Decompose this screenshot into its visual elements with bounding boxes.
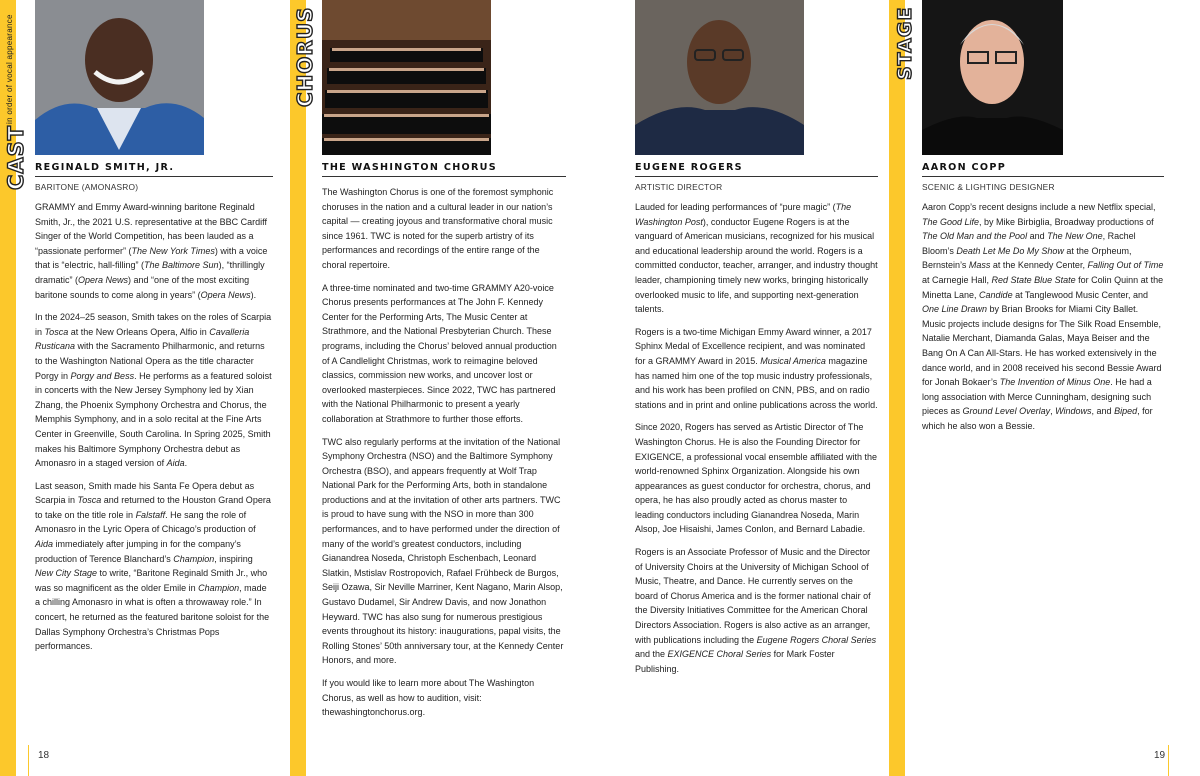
reginald-smith-bio	[35, 200, 273, 654]
eugene-rogers-bio	[635, 200, 878, 676]
bio-paragraph: If you would like to learn more about The Washington Chorus, as well as how to audition, visit: thewashingtonchorus.org.	[322, 678, 535, 718]
eugene-rogers-name: EUGENE ROGERS	[635, 162, 878, 177]
bio-paragraph: Rogers is a two-time Michigan Emmy Award winner, a 2017 Sphinx Medal of Excellence recipient, and was nominated for a GRAMMY Award in 2015. Musical America magazine has named him one of the top music industry professionals, and his work has been profiled on CNN, PBS, and on radio stations and in print and online publications across the world.	[635, 326, 878, 410]
bio-paragraph: GRAMMY and Emmy Award-winning baritone Reginald Smith, Jr., the 2021 U.S. representative at the BBC Cardiff Singer of the World Competition, has been lauded as a “passionate performer” (The New York Times) with a voice that is “electric, hall-filling” (The Baltimore Sun), “thrillingly dramatic” (Opera News) and “one of the most exciting baritone sounds to come along in years” (Opera News).	[35, 202, 268, 300]
chorus-column	[322, 0, 566, 720]
stage-section-title: STAGE	[894, 6, 916, 80]
cast-section-subtitle: in order of vocal appearance	[5, 14, 14, 124]
eugene-rogers-photo	[635, 0, 804, 155]
bio-paragraph: TWC also regularly performs at the invitation of the National Symphony Orchestra (NSO) and the Baltimore Symphony Orchestra (BSO), and appears frequently at Wolf Trap National Park for the Performing Arts, both in standalone productions and at the invitation of other arts partners. TWC is proud to have sung with the NSO in more than 300 performances, and to have performed under the direction of many of the world’s greatest conductors, including Gianandrea Noseda, Christoph Eschenbach, Leonard Slatkin, Mstislav Rostropovich, Rafael Frühbeck de Burgos, Seiji Ozawa, Sir Neville Marriner, Kent Nagano, Marin Alsop, Gustavo Dudamel, Sir Andrew Davis, and now Jonathon Heyward. TWC has also sung for numerous prestigious events throughout its history: inaugurations, papal visits, the Rolling Stones’ 50th anniversary tour, at the Kennedy Center Honors, and more.	[322, 436, 564, 666]
cast-column	[35, 0, 273, 654]
right-page-number-rule	[1168, 745, 1169, 776]
washington-chorus-name: THE WASHINGTON CHORUS	[322, 162, 566, 177]
stage-accent-bar	[889, 0, 905, 776]
washington-chorus-photo	[322, 0, 491, 155]
bio-paragraph: Rogers is an Associate Professor of Music and the Director of University Choirs at the University of Michigan School of Music, Theatre, and Dance. He currently serves on the board of Chorus America and is the former national chair of the Diversity Initiatives Committee for the American Choral Directors Association. Rogers is also active as an arranger, with publications including the Eugene Rogers Choral Series and the EXIGENCE Choral Series for Mark Foster Publishing.	[635, 547, 877, 674]
reginald-smith-role: BARITONE (AMONASRO)	[35, 182, 139, 192]
reginald-smith-photo	[35, 0, 204, 155]
reginald-smith-name: REGINALD SMITH, JR.	[35, 162, 273, 177]
chorus-accent-bar	[290, 0, 306, 776]
cast-section-title: CAST	[4, 124, 28, 190]
stage-column	[922, 0, 1164, 434]
chorus-section-title: CHORUS	[293, 6, 317, 107]
washington-chorus-bio	[322, 185, 566, 720]
eugene-rogers-role: ARTISTIC DIRECTOR	[635, 182, 723, 192]
director-column	[635, 0, 878, 676]
aaron-copp-bio	[922, 200, 1164, 434]
bio-paragraph: The Washington Chorus is one of the foremost symphonic choruses in the nation and a cultural leader in our nation’s capital — creating joyous and transformative choral music since 1961. TWC is noted for the superb artistry of its performances and recordings of the entire range of the choral repertoire.	[322, 187, 554, 270]
bio-paragraph: A three-time nominated and two-time GRAMMY A20-voice Chorus presents performances at The John F. Kennedy Center for the Performing Arts, The Music Center at Strathmore, and the National Presbyterian Church. These programs, including the Chorus’ beloved annual production of A Candlelight Christmas, work to reimagine beloved classics, commission new works, and uncover lost or overlooked masterpieces. Since 2022, TWC has partnered with the National Philharmonic to present a yearly collaboration at Strathmore to further those efforts.	[322, 282, 557, 424]
left-page-number-rule	[28, 745, 29, 776]
aaron-copp-name: AARON COPP	[922, 162, 1164, 177]
left-page-number: 18	[38, 750, 50, 761]
bio-paragraph: Aaron Copp’s recent designs include a new Netflix special, The Good Life, by Mike Birbiglia, Broadway productions of The Old Man and the Pool and The New One, Rachel Bloom’s Death Let Me Do My Show at the Orpheum, Bernstein’s Mass at the Kennedy Center, Falling Out of Time at Carnegie Hall, Red State Blue State for Colin Quinn at the Minetta Lane, Candide at Tanglewood Music Center, and One Line Drawn by Brian Brooks for Miami City Ballet. Music projects include designs for The Silk Road Ensemble, Natalie Merchant, Diamanda Galas, Maya Beiser and the Bang On A Can All-Stars. He has worked extensively in the dance world, and in 2008 received his second Bessie Award for Jonah Bokaer’s The Invention of Minus One. He had a long association with Merce Cunningham, designing such pieces as Ground Level Overlay, Windows, and Biped, for which he also won a Bessie.	[922, 202, 1164, 431]
bio-paragraph: Since 2020, Rogers has served as Artistic Director of The Washington Chorus. He is also the Founding Director for EXIGENCE, a professional vocal ensemble affiliated with the world-renowned Sphinx Organization. Alongside his own appearances as guest conductor for orchestra, chorus, and opera, he has also proudly acted as chorus master to leading conductors including Gianandrea Noseda, Marin Alsop, Joe Hisaishi, James Conlon, and Bernard Labadie.	[635, 422, 877, 535]
aaron-copp-photo	[922, 0, 1063, 155]
aaron-copp-role: SCENIC & LIGHTING DESIGNER	[922, 182, 1055, 192]
right-page-number: 19	[1154, 750, 1166, 761]
bio-paragraph: Last season, Smith made his Santa Fe Opera debut as Scarpia in Tosca and returned to the Houston Grand Opera to take on the title role in Falstaff. He sang the role of Amonasro in the Lyric Opera of Chicago’s production of Aida immediately after jumping in for the company’s production of Terence Blanchard’s Champion, inspiring New City Stage to write, “Baritone Reginald Smith Jr., who was so magnificent as the older Emile in Champion, made a chilling Amonasro in what is often a throwaway role.” In concert, he returned as the featured baritone soloist for the Dallas Symphony Orchestra’s Christmas Pops performances.	[35, 480, 271, 652]
bio-paragraph: Lauded for leading performances of “pure magic” (The Washington Post), conductor Eugene Rogers is at the vanguard of American musicians, recognized for his musical and educational leadership around the world. Rogers is a committed conductor, teacher, arranger, and industry thought leader, championing timely new works, bringing historically overlooked music to life, and supporting next-generation talents.	[635, 202, 878, 315]
bio-paragraph: In the 2024–25 season, Smith takes on the roles of Scarpia in Tosca at the New Orleans Opera, Alfio in Cavalleria Rusticana with the Sacramento Philharmonic, and returns to the Washington National Opera as the title character Porgy in Porgy and Bess. He performs as a featured soloist in concerts with the New Jersey Symphony led by Xian Zhang, the Phoenix Symphony Orchestra and Chorus, the Memphis Symphony, and in a solo recital at the Fine Arts Center in Greenville, South Carolina. In Spring 2025, Smith makes his Baltimore Symphony Orchestra debut as Amonasro in a staged version of Aida.	[35, 312, 272, 469]
